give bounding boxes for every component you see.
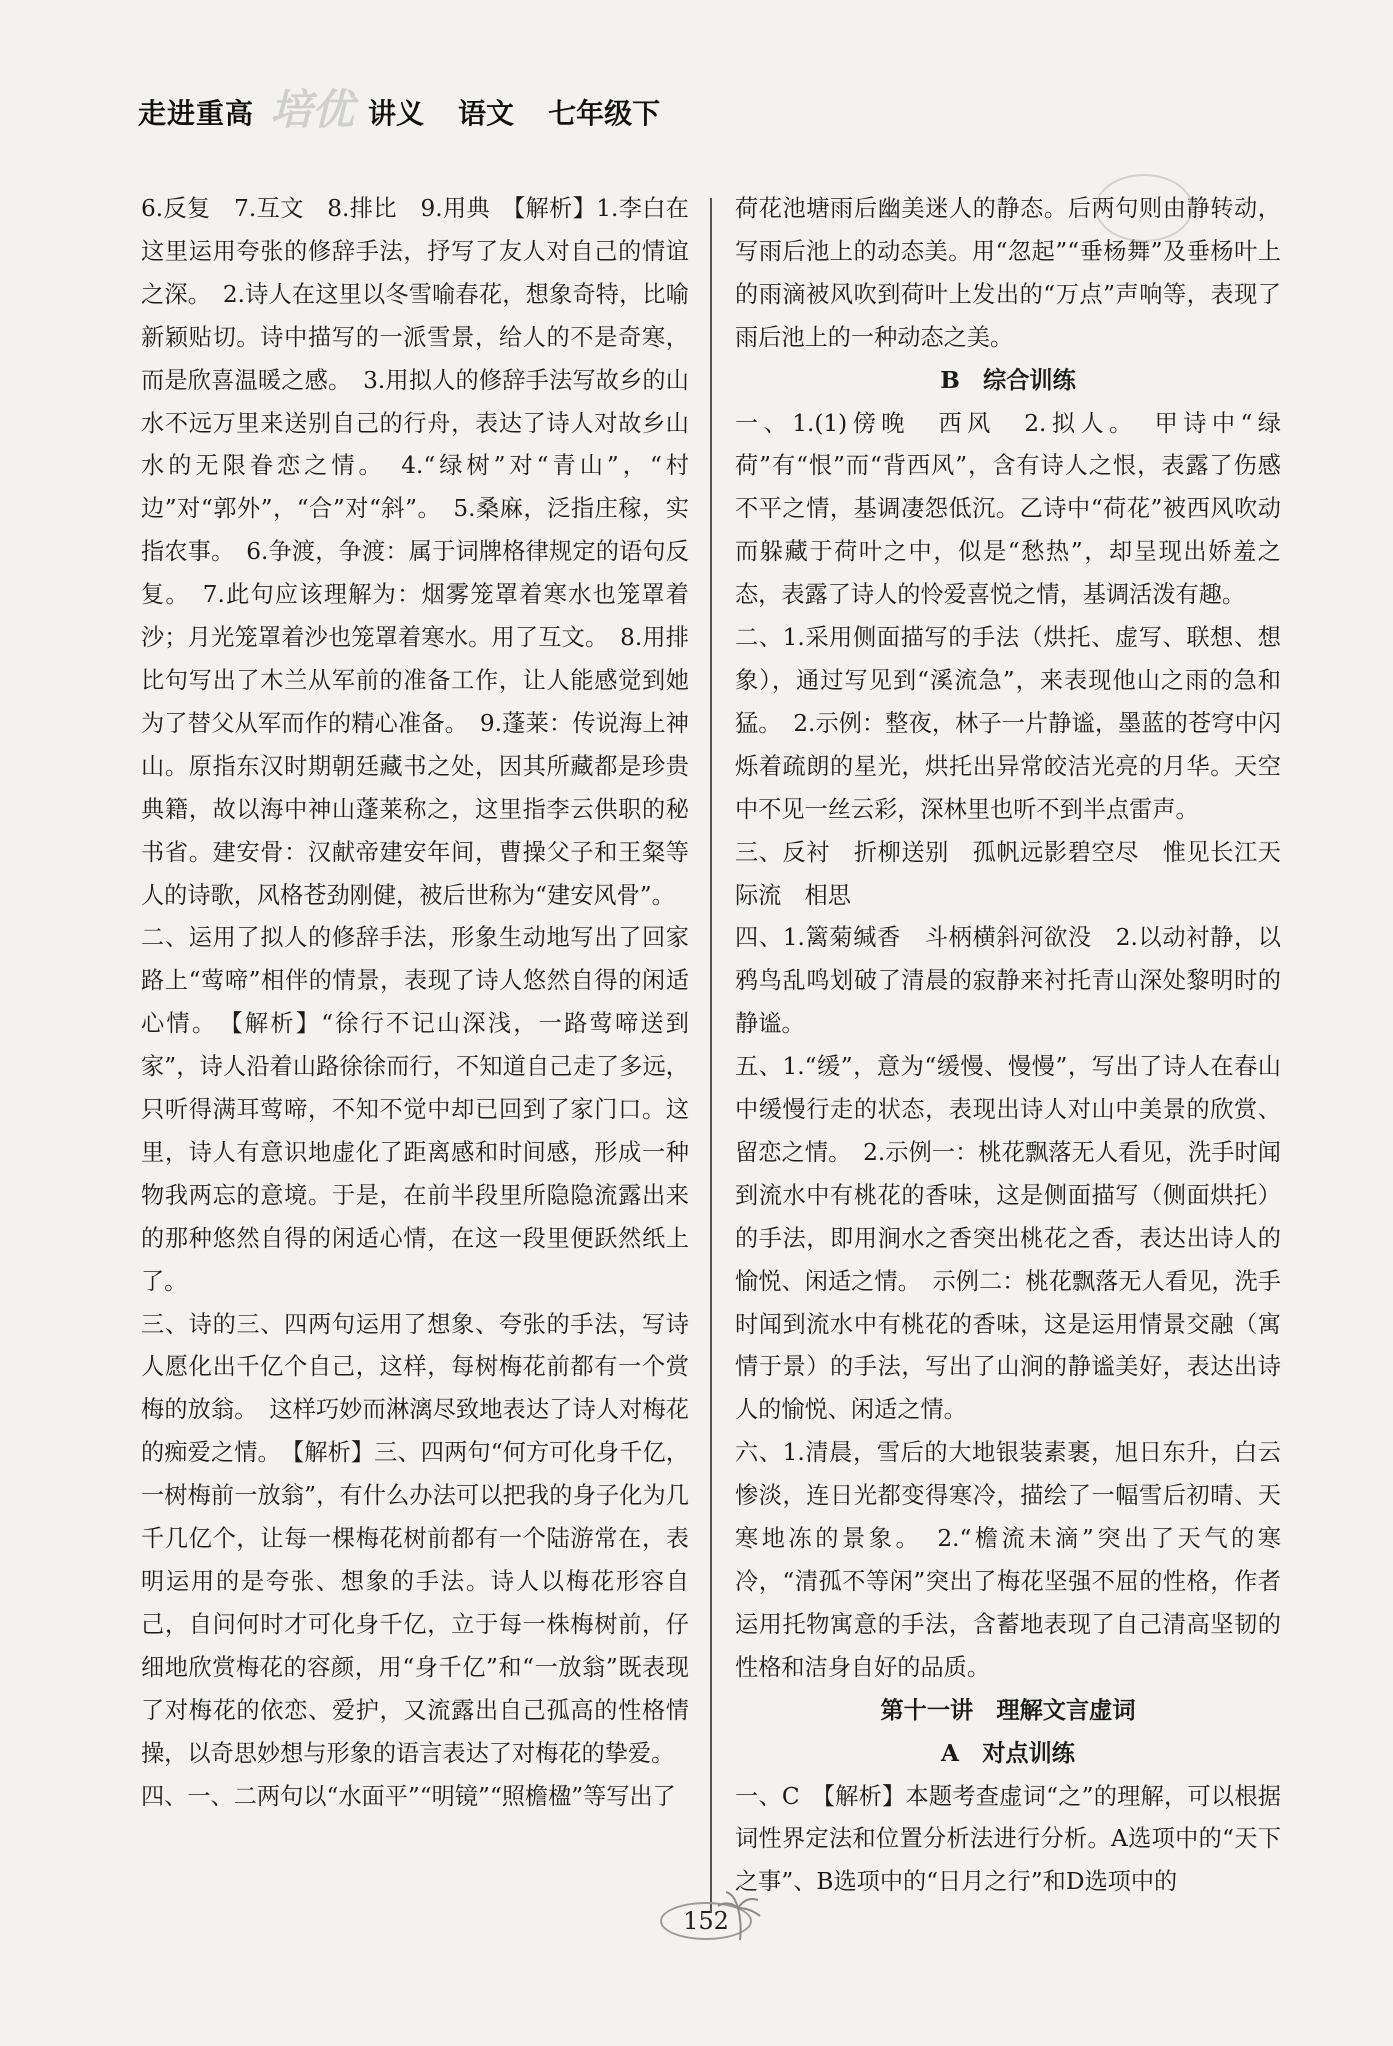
paragraph: 六、1.清晨，雪后的大地银装素裹，旭日东升，白云惨淡，连日光都变得寒冷，描绘了一幅雪后初晴、天寒地冻的景象。 2.“檐流未滴”突出了天气的寒冷，“清孤不等闲”突出了梅花坚强不屈的性格，作者运用托物寓意的手法，含蓄地表现了自己清高坚韧的性格和洁身自好的品质。	[735, 1439, 1281, 1681]
paragraph: 6.反复 7.互文 8.排比 9.用典 【解析】1.李白在这里运用夸张的修辞手法，抒写了友人对自己的情谊之深。 2.诗人在这里以冬雪喻春花，想象奇特，比喻新颖贴切。诗中描写的一派雪景，给人的不是奇寒，而是欣喜温暖之感。 3.用拟人的修辞手法写故乡的山水不远万里来送别自己的行舟，表达了诗人对故乡山水的无限眷恋之情。 4.“绿树”对“青山”，“村边”对“郭外”，“合”对“斜”。 5.桑麻，泛指庄稼，实指农事。 6.争渡，争渡：属于词牌格律规定的语句反复。 7.此句应该理解为：烟雾笼罩着寒水也笼罩着沙；月光笼罩着沙也笼罩着寒水。用了互文。 8.用排比句写出了木兰从军前的准备工作，让人能感觉到她为了替父从军而作的精心准备。 9.蓬莱：传说海上神山。原指东汉时期朝廷藏书之处，因其所藏都是珍贵典籍，故以海中神山蓬莱称之，这里指李云供职的秘书省。建安骨：汉献帝建安年间，曹操父子和王粲等人的诗歌，风格苍劲刚健，被后世称为“建安风骨”。	[141, 195, 689, 909]
lecture-title: 第十一讲 理解文言虚词	[880, 1696, 1136, 1724]
page-number-text: 152	[683, 1907, 729, 1935]
book-type: 讲义	[368, 97, 425, 130]
palm-tree-icon	[700, 1886, 770, 1942]
paragraph: 一、C 【解析】本题考查虚词“之”的理解，可以根据词性界定法和位置分析法进行分析。A选项中的“天下之事”、B选项中的“日月之行”和D选项中的	[735, 1782, 1281, 1896]
right-column	[735, 188, 1281, 1904]
column-divider	[710, 198, 712, 1913]
section-heading: B 综合训练	[940, 366, 1076, 394]
stamp-mark	[1095, 174, 1193, 242]
paragraph: 荷花池塘雨后幽美迷人的静态。后两句则由静转动，写雨后池上的动态美。用“忽起”“垂杨舞”及垂杨叶上的雨滴被风吹到荷叶上发出的“万点”声响等，表现了雨后池上的一种动态之美。	[735, 195, 1281, 351]
paragraph: 二、运用了拟人的修辞手法，形象生动地写出了回家路上“莺啼”相伴的情景，表现了诗人悠然自得的闲适心情。 【解析】“徐行不记山深浅，一路莺啼送到家”，诗人沿着山路徐徐而行，不知道自己走了多远，只听得满耳莺啼，不知不觉中却已回到了家门口。这里，诗人有意识地虚化了距离感和时间感，形成一种物我两忘的意境。于是，在前半段里所隐隐流露出来的那种悠然自得的闲适心情，在这一段里便跃然纸上了。	[141, 924, 689, 1295]
left-column	[141, 188, 689, 1818]
brand-logo: 培优	[270, 85, 355, 134]
page-header	[138, 85, 694, 134]
paragraph: 二、1.采用侧面描写的手法（烘托、虚写、联想、想象），通过写见到“溪流急”，来表现他山之雨的急和猛。 2.示例：整夜，林子一片静谧，墨蓝的苍穹中闪烁着疏朗的星光，烘托出异常皎洁光亮的月华。天空中不见一丝云彩，深林里也听不到半点雷声。	[735, 624, 1281, 823]
paragraph: 四、一、二两句以“水面平”“明镜”“照檐楹”等写出了	[141, 1782, 676, 1810]
paragraph: 四、1.篱菊缄香 斗柄横斜河欲没 2.以动衬静，以鸦鸟乱鸣划破了清晨的寂静来衬托青山深处黎明时的静谧。	[735, 924, 1281, 1038]
paragraph: 三、反衬 折柳送别 孤帆远影碧空尽 惟见长江天际流 相思	[735, 838, 1281, 909]
paragraph: 三、诗的三、四两句运用了想象、夸张的手法，写诗人愿化出千亿个自己，这样，每树梅花前都有一个赏梅的放翁。 这样巧妙而淋漓尽致地表达了诗人对梅花的痴爱之情。 【解析】三、四两句“何方可化身千亿，一树梅前一放翁”，有什么办法可以把我的身子化为几千几亿个，让每一棵梅花树前都有一个陆游常在，表明运用的是夸张、想象的手法。诗人以梅花形容自己，自问何时才可化身千亿，立于每一株梅树前，仔细地欣赏梅花的容颜，用“身千亿”和“一放翁”既表现了对梅花的依恋、爱护，又流露出自己孤高的性格情操，以奇思妙想与形象的语言表达了对梅花的挚爱。	[141, 1310, 689, 1767]
paragraph: 一、1.(1)傍晚 西风 2.拟人。 甲诗中“绿荷”有“恨”而“背西风”，含有诗人之恨，表露了伤感不平之情，基调凄怨低沉。乙诗中“荷花”被西风吹动而躲藏于荷叶之中，似是“愁热”，却呈现出娇羞之态，表露了诗人的怜爱喜悦之情，基调活泼有趣。	[735, 409, 1281, 609]
paragraph: 五、1.“缓”，意为“缓慢、慢慢”，写出了诗人在春山中缓慢行走的状态，表现出诗人对山中美景的欣赏、留恋之情。 2.示例一：桃花飘落无人看见，洗手时闻到流水中有桃花的香味，这是侧面描写（侧面烘托）的手法，即用涧水之香突出桃花之香，表达出诗人的愉悦、闲适之情。 示例二：桃花飘落无人看见，洗手时闻到流水中有桃花的香味，这是运用情景交融（寓情于景）的手法，写出了山涧的静谧美好，表达出诗人的愉悦、闲适之情。	[735, 1053, 1281, 1424]
series-title: 走进重高	[138, 97, 255, 130]
grade: 七年级下	[548, 97, 661, 130]
section-heading: A 对点训练	[941, 1739, 1075, 1767]
subject: 语文	[458, 97, 515, 130]
